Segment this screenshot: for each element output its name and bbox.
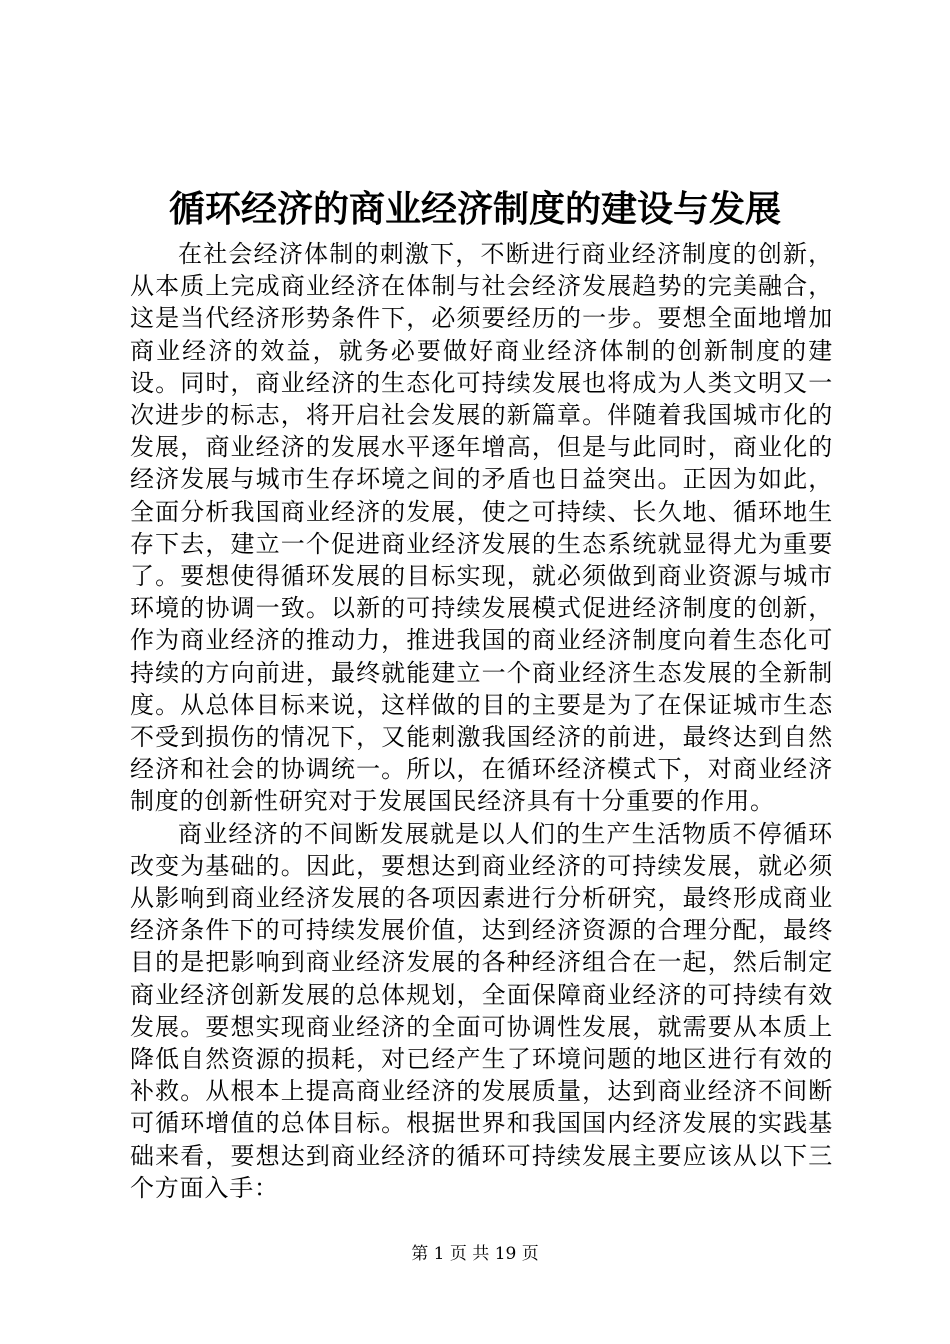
page-number-footer: 第 1 页 共 19 页 <box>411 1244 539 1264</box>
document-title: 循环经济的商业经济制度的建设与发展 <box>168 188 781 230</box>
document-body <box>130 238 833 1204</box>
paragraph-2: 商业经济的不间断发展就是以人们的生产生活物质不停循环改变为基础的。因此，要想达到商业经济的可持续发展，就必须从影响到商业经济发展的各项因素进行分析研究，最终形成商业经济条件下的可持续发展价值，达到经济资源的合理分配，最终目的是把影响到商业经济发展的各种经济组合在一起，然后制定商业经济创新发展的总体规划，全面保障商业经济的可持续有效发展。要想实现商业经济的全面可协调性发展，就需要从本质上降低自然资源的损耗，对已经产生了环境问题的地区进行有效的补救。从根本上提高商业经济的发展质量，达到商业经济不间断可循环增值的总体目标。根据世界和我国国内经济发展的实践基础来看，要想达到商业经济的循环可持续发展主要应该从以下三个方面入手： <box>130 819 833 1202</box>
paragraph-1: 在社会经济体制的刺激下，不断进行商业经济制度的创新，从本质上完成商业经济在体制与社会经济发展趋势的完美融合，这是当代经济形势条件下，必须要经历的一步。要想全面地增加商业经济的效益，就务必要做好商业经济体制的创新制度的建设。同时，商业经济的生态化可持续发展也将成为人类文明又一次进步的标志，将开启社会发展的新篇章。伴随着我国城市化的发展，商业经济的发展水平逐年增高，但是与此同时，商业化的经济发展与城市生存坏境之间的矛盾也日益突出。正因为如此，全面分析我国商业经济的发展，使之可持续、长久地、循环地生存下去，建立一个促进商业经济发展的生态系统就显得尤为重要了。要想使得循环发展的目标实现，就必须做到商业资源与城市环境的协调一致。以新的可持续发展模式促进经济制度的创新，作为商业经济的推动力，推进我国的商业经济制度向着生态化可持续的方向前进，最终就能建立一个商业经济生态发展的全新制度。从总体目标来说，这样做的目的主要是为了在保证城市生态不受到损伤的情况下，又能刺激我国经济的前进，最终达到自然经济和社会的协调统一。所以，在循环经济模式下，对商业经济制度的创新性研究对于发展国民经济具有十分重要的作用。 <box>130 240 833 816</box>
